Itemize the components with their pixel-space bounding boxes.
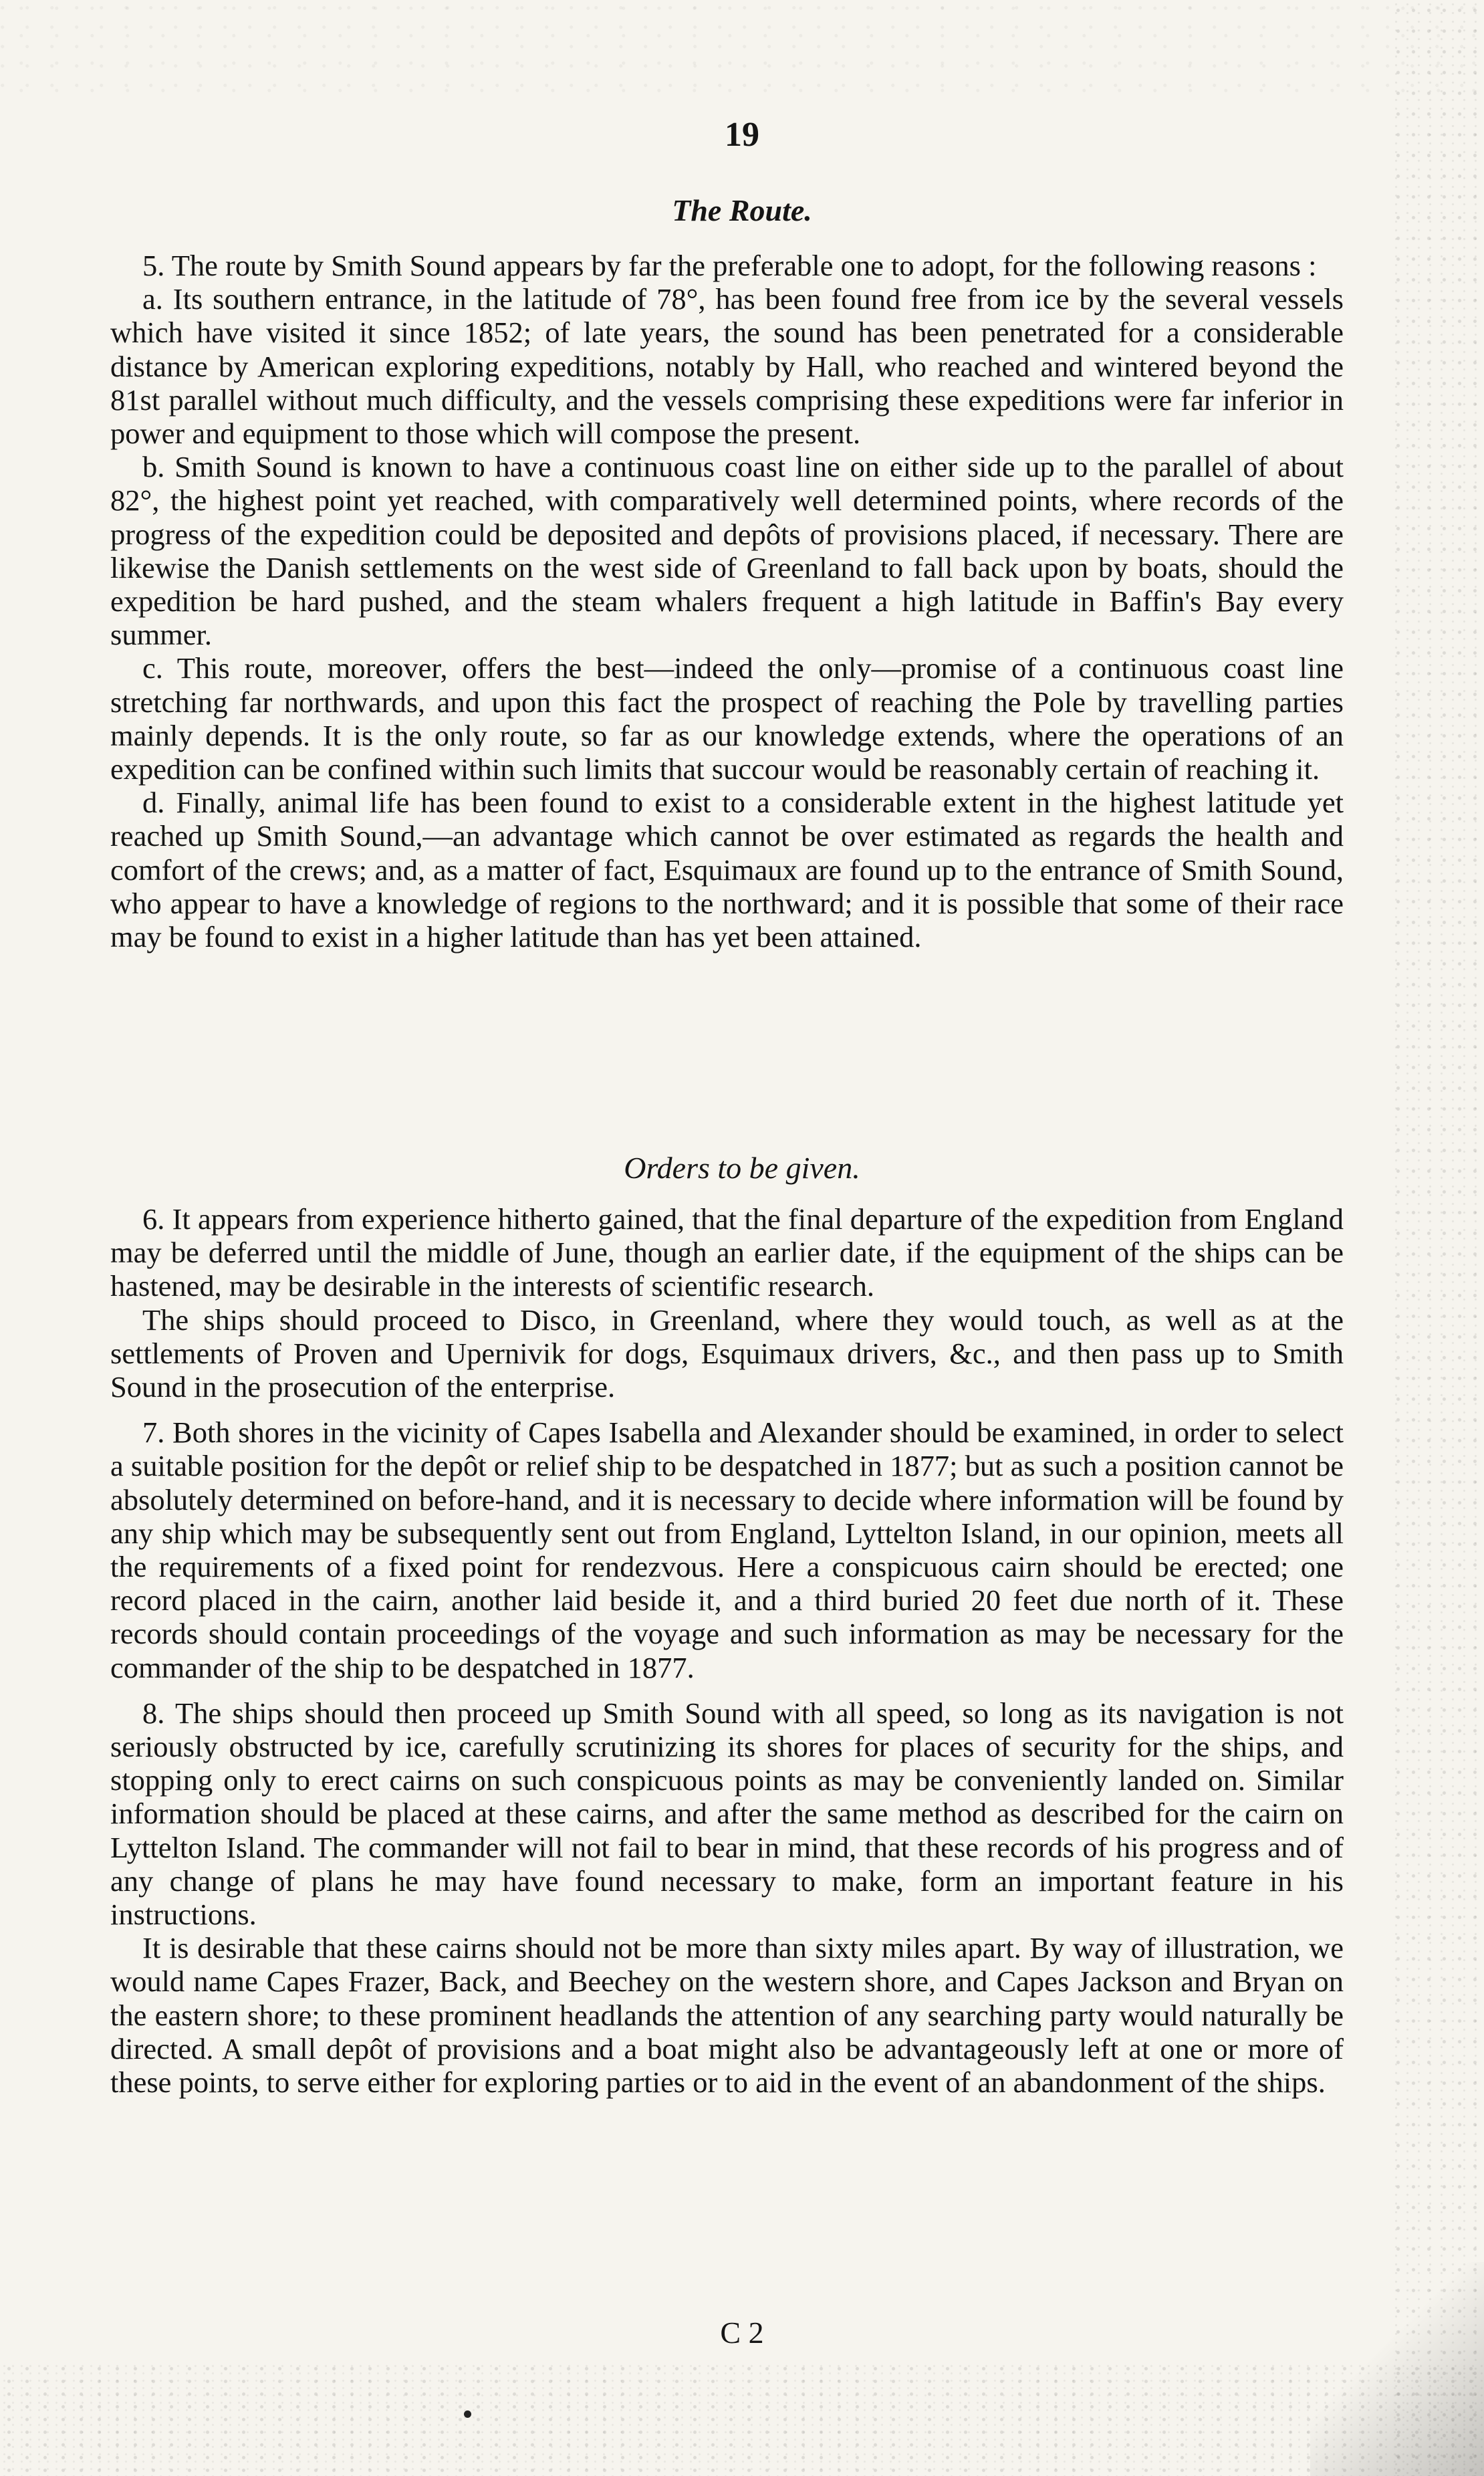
scan-speckle-bottom xyxy=(0,2362,1484,2476)
section-heading-orders: Orders to be given. xyxy=(624,1151,860,1185)
paragraph-7: 7. Both shores in the vicinity of Capes Isabella and Alexander should be examined, in order to select a suitable position for the depôt or relief ship to be despatched in 1877; but as such a position cannot be absolutely determined on before-hand, and it is necessary to decide where information will be found by any ship which may be subsequently sent out from England, Lyttelton Island, in our opinion, meets all the requirements of a fixed point for rendezvous. Here a conspicuous cairn should be erected; one record placed in the cairn, another laid beside it, and a third buried 20 feet due north of it. These records should contain proceedings of the voyage and such information as may be necessary for the commander of the ship to be despatched in 1877. xyxy=(110,1416,1344,1684)
section-heading-route: The Route. xyxy=(672,193,812,227)
scan-speckle-top xyxy=(0,0,1484,100)
paragraph-5: 5. The route by Smith Sound appears by far the preferable one to adopt, for the following reasons : xyxy=(142,249,1317,282)
paragraph-5c: c. This route, moreover, offers the best—indeed the only—promise of a continuous coast line stretching far northwards, and upon this fact the prospect of reaching the Pole by travelling parties mainly depends. It is the only route, so far as our knowledge extends, where the operations of an expedition can be confined within such limits that succour would be reasonably certain of reaching it. xyxy=(110,651,1344,786)
paragraph-8: 8. The ships should then proceed up Smith Sound with all speed, so long as its navigation is not seriously obstructed by ice, carefully scrutinizing its shores for places of security for the ships, and stopping only to erect cairns on such conspicuous points as may be conveniently landed on. Similar information should be placed at these cairns, and after the same method as described for the cairn on Lyttelton Island. The commander will not fail to bear in mind, that these records of his progress and of any change of plans he may have found necessary to make, form an important feature in his instructions. xyxy=(110,1696,1344,1932)
section-orders-body xyxy=(110,1202,1344,2099)
scan-shadow-corner xyxy=(1310,2262,1484,2476)
paragraph-8-continued: It is desirable that these cairns should not be more than sixty miles apart. By way of illustration, we would name Capes Frazer, Back, and Beechey on the western shore, and Capes Jackson and Bryan on the eastern shore; to these prominent headlands the attention of any searching party would naturally be directed. A small depôt of provisions and a boat might also be advantageously left at one or more of these points, to serve either for exploring parties or to aid in the event of an abandonment of the ships. xyxy=(110,1931,1344,2100)
paragraph-6-continued: The ships should proceed to Disco, in Greenland, where they would touch, as well as at the settlements of Proven and Upernivik for dogs, Esquimaux drivers, &c., and then pass up to Smith Sound in the prosecution of the enterprise. xyxy=(110,1303,1344,1404)
signature-mark: C 2 xyxy=(720,2316,764,2350)
page-number: 19 xyxy=(725,116,759,154)
paragraph-5a: a. Its southern entrance, in the latitude of 78°, has been found free from ice by the several vessels which have visited it since 1852; of late years, the sound has been penetrated for a considerable distance by American exploring expeditions, notably by Hall, who reached and wintered beyond the 81st parallel without much difficulty, and the vessels comprising these expeditions were far inferior in power and equipment to those which will compose the present. xyxy=(110,282,1344,451)
paragraph-6: 6. It appears from experience hitherto gained, that the final departure of the expedition from England may be deferred until the middle of June, though an earlier date, if the equipment of the ships can be hastened, may be desirable in the interests of scientific research. xyxy=(110,1202,1344,1303)
scan-speckle-right xyxy=(1390,0,1484,2476)
ink-dot xyxy=(464,2410,471,2418)
section-route-body xyxy=(110,249,1344,953)
paragraph-5b: b. Smith Sound is known to have a continuous coast line on either side up to the parallel of about 82°, the highest point yet reached, with comparatively well determined points, where records of the progress of the expedition could be deposited and depôts of provisions placed, if necessary. There are likewise the Danish settlements on the west side of Greenland to fall back upon by boats, should the expedition be hard pushed, and the steam whalers frequent a high latitude in Baffin's Bay every summer. xyxy=(110,450,1344,652)
paragraph-5d: d. Finally, animal life has been found to exist to a considerable extent in the highest latitude yet reached up Smith Sound,—an advantage which cannot be over estimated as regards the health and comfort of the crews; and, as a matter of fact, Esquimaux are found up to the entrance of Smith Sound, who appear to have a knowledge of regions to the northward; and it is possible that some of their race may be found to exist in a higher latitude than has yet been attained. xyxy=(110,786,1344,954)
